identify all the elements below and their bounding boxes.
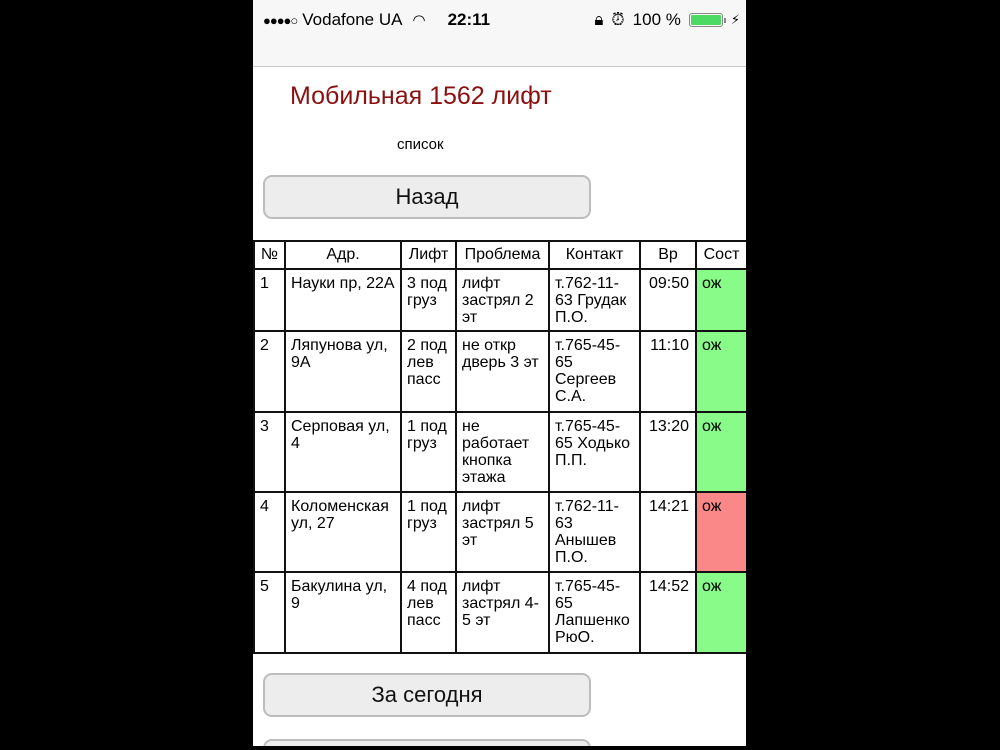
cell-addr: Науки пр, 22А bbox=[285, 269, 401, 331]
table-row[interactable] bbox=[254, 412, 746, 492]
today-button[interactable]: За сегодня bbox=[263, 673, 591, 717]
signal-icon: ●●●●○ bbox=[263, 12, 298, 28]
cell-contact: т.762-11-63 Грудак П.О. bbox=[549, 269, 640, 331]
table-row[interactable] bbox=[254, 492, 746, 572]
clock: 22:11 bbox=[447, 10, 491, 29]
calls-table bbox=[253, 240, 746, 654]
cell-lift: 1 под груз bbox=[401, 412, 456, 492]
cell-problem: лифт застрял 4-5 эт bbox=[456, 572, 549, 653]
cell-problem: лифт застрял 2 эт bbox=[456, 269, 549, 331]
column-header: Адр. bbox=[285, 241, 401, 269]
status-bar bbox=[253, 0, 746, 67]
column-header: Проблема bbox=[456, 241, 549, 269]
cell-addr: Коломенская ул, 27 bbox=[285, 492, 401, 572]
cell-lift: 3 под груз bbox=[401, 269, 456, 331]
column-header: Вр bbox=[640, 241, 696, 269]
battery-icon bbox=[689, 13, 723, 27]
cell-time: 09:50 bbox=[640, 269, 696, 331]
cell-addr: Ляпунова ул, 9А bbox=[285, 331, 401, 412]
cell-lift: 1 под груз bbox=[401, 492, 456, 572]
cell-addr: Серповая ул, 4 bbox=[285, 412, 401, 492]
column-header: Сост bbox=[696, 241, 746, 269]
cell-time: 14:21 bbox=[640, 492, 696, 572]
cell-time: 13:20 bbox=[640, 412, 696, 492]
cell-state: ож bbox=[696, 492, 746, 572]
cell-contact: т.762-11-63 Анышев П.О. bbox=[549, 492, 640, 572]
phone-screen bbox=[253, 0, 746, 746]
cell-addr: Бакулина ул, 9 bbox=[285, 572, 401, 653]
next-button[interactable] bbox=[263, 739, 591, 746]
cell-state: ож bbox=[696, 269, 746, 331]
back-button[interactable]: Назад bbox=[263, 175, 591, 219]
battery-percent: 100 % bbox=[632, 10, 681, 29]
column-header: Лифт bbox=[401, 241, 456, 269]
page-title: Мобильная 1562 лифт bbox=[290, 82, 552, 110]
cell-time: 11:10 bbox=[640, 331, 696, 412]
cell-lift: 2 под лев пасс bbox=[401, 331, 456, 412]
table-row[interactable] bbox=[254, 269, 746, 331]
cell-n: 2 bbox=[254, 331, 285, 412]
cell-contact: т.765-45-65 Лапшенко РюО. bbox=[549, 572, 640, 653]
cell-state: ож bbox=[696, 331, 746, 412]
cell-problem: не работает кнопка этажа bbox=[456, 412, 549, 492]
cell-n: 3 bbox=[254, 412, 285, 492]
cell-lift: 4 под лев пасс bbox=[401, 572, 456, 653]
cell-contact: т.765-45-65 Сергеев С.А. bbox=[549, 331, 640, 412]
column-header: Контакт bbox=[549, 241, 640, 269]
cell-n: 4 bbox=[254, 492, 285, 572]
cell-n: 5 bbox=[254, 572, 285, 653]
alarm-icon: ⏰︎ bbox=[611, 10, 625, 29]
table-header bbox=[254, 241, 746, 269]
cell-time: 14:52 bbox=[640, 572, 696, 653]
cell-state: ож bbox=[696, 412, 746, 492]
cell-problem: не откр дверь 3 эт bbox=[456, 331, 549, 412]
carrier-label: Vodafone UA bbox=[302, 10, 403, 29]
column-header: № bbox=[254, 241, 285, 269]
cell-state: ож bbox=[696, 572, 746, 653]
table-row[interactable] bbox=[254, 572, 746, 653]
table-row[interactable] bbox=[254, 331, 746, 412]
rotation-lock-icon: 🔒︎ bbox=[594, 10, 604, 29]
charging-icon: ⚡︎ bbox=[730, 12, 740, 27]
wifi-icon: ◠ bbox=[412, 12, 426, 29]
cell-n: 1 bbox=[254, 269, 285, 331]
page-subtitle: список bbox=[397, 136, 444, 153]
cell-problem: лифт застрял 5 эт bbox=[456, 492, 549, 572]
cell-contact: т.765-45-65 Ходько П.П. bbox=[549, 412, 640, 492]
